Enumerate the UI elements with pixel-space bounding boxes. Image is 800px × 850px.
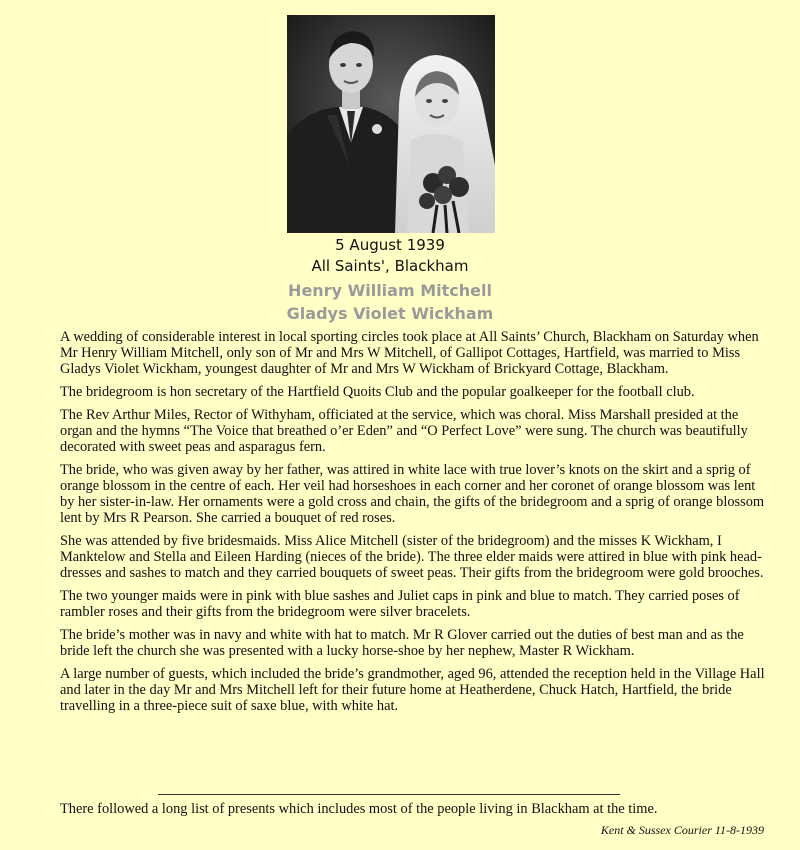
article-paragraph: The bridegroom is hon secretary of the Hartfield Quoits Club and the popular goalkeeper for the football club. [60,384,695,400]
groom-name: Henry William Mitchell [288,281,492,300]
presents-note: There followed a long list of presents which includes most of the people living in Blackham at the time. [60,801,658,817]
wedding-place: All Saints', Blackham [311,257,469,275]
article-paragraph: The two younger maids were in pink with blue sashes and Juliet caps in pink and blue to match. They carried poses of rambler roses and their gifts from the bridegroom were silver bracelets. [60,588,740,620]
divider [158,794,620,795]
article-paragraph: The Rev Arthur Miles, Rector of Withyham, officiated at the service, which was choral. Miss Marshall presided at the organ and the hymns “The Voice that breathed o’er Eden” and “O Perfect Love” were sung. The church was beautifully decorated with sweet peas and asparagus fern. [60,407,748,455]
wedding-date: 5 August 1939 [335,236,445,254]
article-paragraph: The bride’s mother was in navy and white with hat to match. Mr R Glover carried out the duties of best man and as the bride left the church she was presented with a lucky horse-shoe by her nephew, Master R Wickham. [60,627,744,659]
wedding-photo-icon [287,15,495,233]
article-paragraph: The bride, who was given away by her father, was attired in white lace with true lover’s knots on the skirt and a sprig of orange blossom in the centre of each. Her veil had horseshoes in each corner and her coronet of orange blossom was lent by her sister-in-law. Her ornaments were a gold cross and chain, the gifts of the bridegroom and a sprig of orange blossom lent by Mrs R Pearson. She carried a bouquet of red roses. [60,462,765,526]
article-body [60,329,768,721]
article-paragraph: A wedding of considerable interest in local sporting circles took place at All Saints’ Church, Blackham on Saturday when Mr Henry William Mitchell, only son of Mr and Mrs W Mitchell, of Gallipot Cottages, Hartfield, was married to Miss Gladys Violet Wickham, youngest daughter of Mr and Mrs W Wickham of Brickyard Cottage, Blackham. [60,329,759,377]
article-paragraph: She was attended by five bridesmaids. Miss Alice Mitchell (sister of the bridegroom) and the misses K Wickham, I Manktelow and Stella and Eileen Harding (nieces of the bride). The three elder maids were attired in blue with pink head-dresses and sashes to match and they carried bouquets of sweet peas. Their gifts from the bridegroom were gold brooches. [60,533,764,581]
bride-name: Gladys Violet Wickham [286,304,494,323]
wedding-photo [287,15,495,233]
article-paragraph: A large number of guests, which included the bride’s grandmother, aged 96, attended the reception held in the Village Hall and later in the day Mr and Mrs Mitchell left for their future home at Heatherdene, Chuck Hatch, Hartfield, the bride travelling in a three-piece suit of saxe blue, with white hat. [60,666,765,714]
source-citation: Kent & Sussex Courier 11-8-1939 [600,823,764,837]
